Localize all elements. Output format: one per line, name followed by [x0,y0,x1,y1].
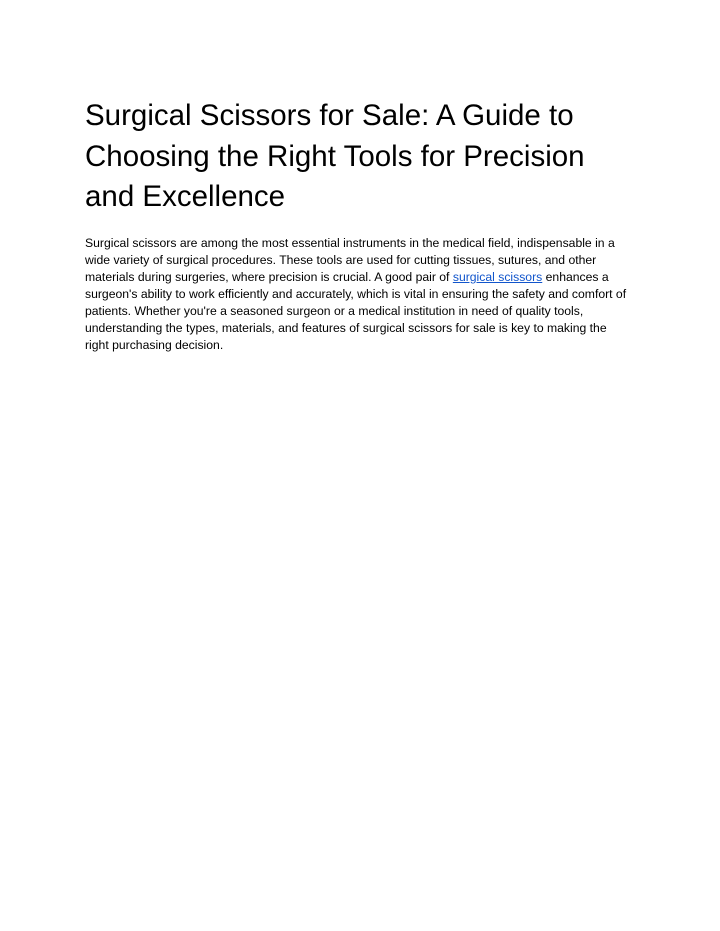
document-title: Surgical Scissors for Sale: A Guide to Choosing the Right Tools for Precision and Excellence [85,99,585,213]
paragraph-text-before-link: Surgical scissors are among the most essential instruments in the medical field, indispensable in a wide variety of surgical procedures. These tools are used for cutting tissues, sutures, and other materials during surgeries, where precision is crucial. A good pair of [85,235,615,284]
document-content [85,96,630,354]
paragraph-text-after-link: enhances a surgeon's ability to work efficiently and accurately, which is vital in ensuring the safety and comfort of patients. Whether you're a seasoned surgeon or a medical institution in need of quality tools, understanding the types, materials, and features of surgical scissors for sale is key to making the right purchasing decision. [85,269,627,353]
intro-paragraph [85,235,630,355]
surgical-scissors-link[interactable]: surgical scissors [452,269,543,284]
